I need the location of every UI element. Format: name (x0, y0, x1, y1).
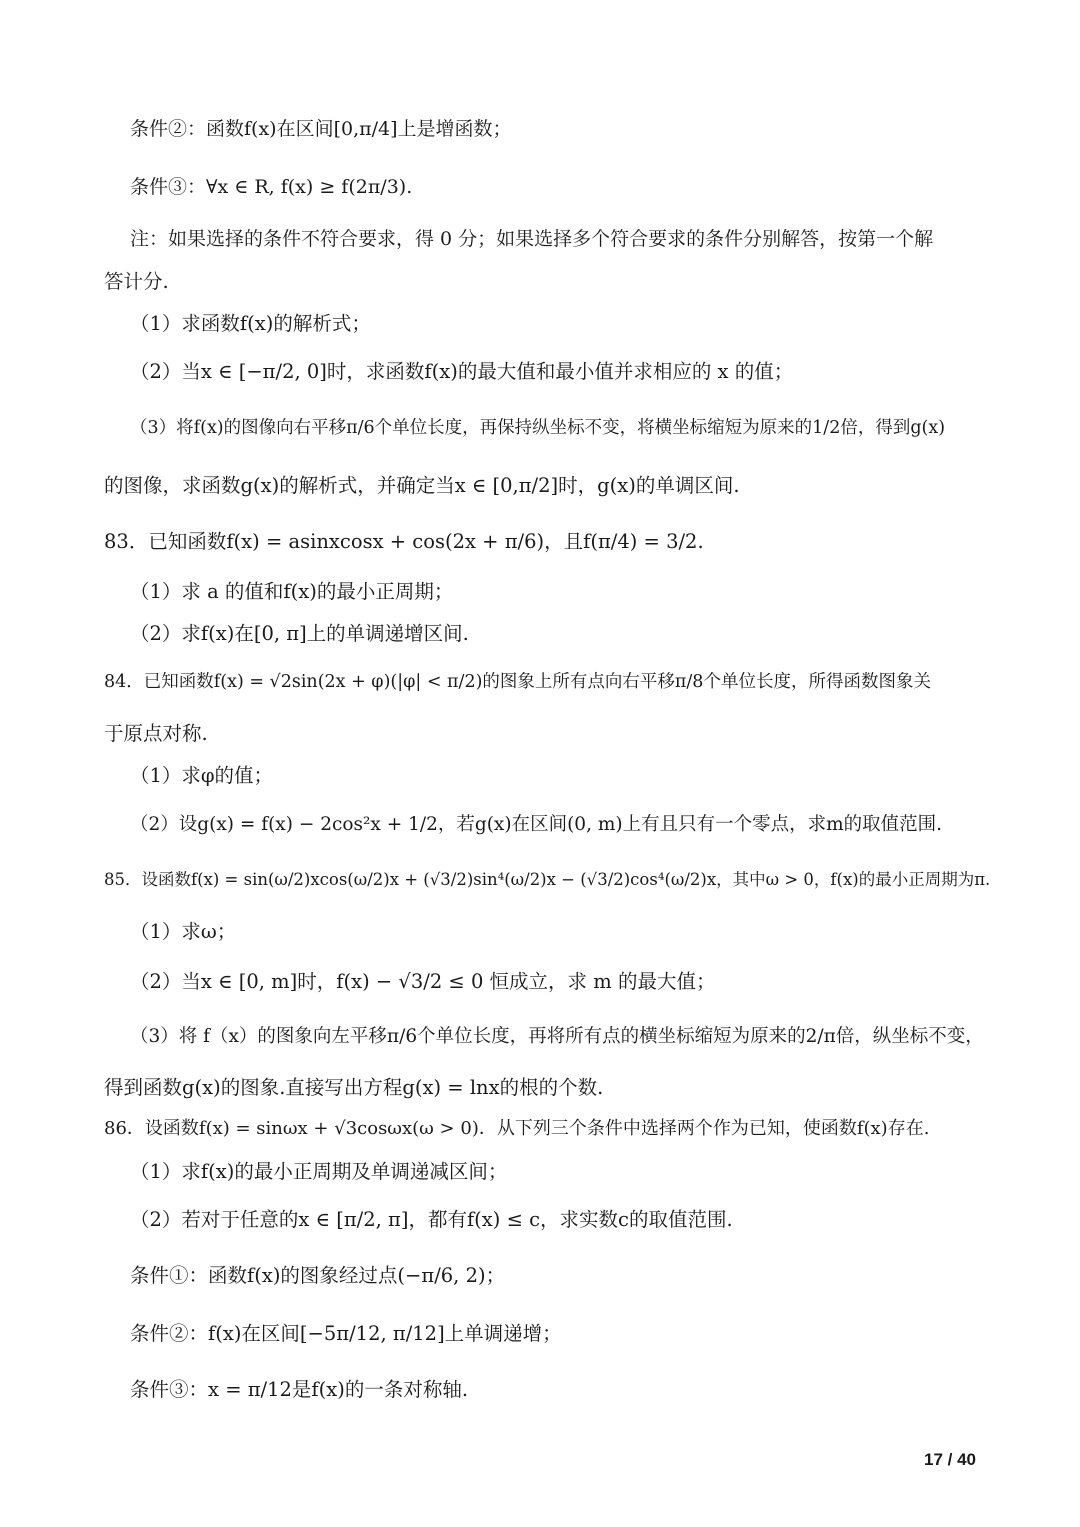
text-line: （1）求ω； (130, 920, 237, 943)
text-line: （1）求 a 的值和f(x)的最小正周期； (130, 580, 454, 603)
text-line: （2）若对于任意的x ∈ [π/2, π]，都有f(x) ≤ c，求实数c的取值范围. (130, 1208, 733, 1231)
text-line: 得到函数g(x)的图象.直接写出方程g(x) = lnx的根的个数. (104, 1076, 604, 1099)
text-line: 条件②：函数f(x)在区间[0,π/4]上是增函数； (130, 118, 512, 140)
text-line: （1）求函数f(x)的解析式； (130, 312, 371, 335)
text-line: 条件③：∀x ∈ R, f(x) ≥ f(2π/3). (130, 176, 413, 198)
page-number: 17 / 40 (924, 1450, 976, 1469)
text-line: 条件①：函数f(x)的图象经过点(−π/6, 2)； (130, 1264, 506, 1287)
text-line: 83．已知函数f(x) = asinxcosx + cos(2x + π/6)，且f(π/4) = 3/2. (104, 530, 704, 553)
text-line: （2）当x ∈ [0, m]时，f(x) − √3/2 ≤ 0 恒成立，求 m 的最大值； (130, 970, 716, 993)
text-line: （3）将f(x)的图像向右平移π/6个单位长度，再保持纵坐标不变，将横坐标缩短为原来的1/2倍，得到g(x) (130, 418, 946, 438)
text-line: （2）设g(x) = f(x) − 2cos²x + 1/2，若g(x)在区间(0, m)上有且只有一个零点，求m的取值范围. (130, 814, 943, 835)
text-line: 84．已知函数f(x) = √2sin(2x + φ)(|φ| < π/2)的图象上所有点向右平移π/8个单位长度，所得函数图象关 (104, 672, 931, 692)
text-line: 于原点对称. (104, 722, 208, 745)
text-line: 注：如果选择的条件不符合要求，得 0 分；如果选择多个符合要求的条件分别解答，按第一个解 (130, 228, 934, 250)
text-line: （3）将 f（x）的图象向左平移π/6个单位长度，再将所有点的横坐标缩短为原来的2/π倍，纵坐标不变， (130, 1026, 984, 1047)
text-line: 条件③：x = π/12是f(x)的一条对称轴. (130, 1378, 469, 1401)
text-line: 条件②：f(x)在区间[−5π/12, π/12]上单调递增； (130, 1322, 562, 1345)
text-line: （1）求f(x)的最小正周期及单调递减区间； (130, 1160, 508, 1183)
text-line: （2）当x ∈ [−π/2, 0]时，求函数f(x)的最大值和最小值并求相应的 x 的值； (130, 360, 794, 383)
text-line: （2）求f(x)在[0, π]上的单调递增区间. (130, 622, 469, 645)
text-line: 86．设函数f(x) = sinωx + √3cosωx(ω > 0)．从下列三个条件中选择两个作为已知，使函数f(x)存在. (104, 1118, 930, 1139)
text-line: （1）求φ的值； (130, 764, 274, 787)
text-line: 85．设函数f(x) = sin(ω/2)xcos(ω/2)x + (√3/2)sin⁴(ω/2)x − (√3/2)cos⁴(ω/2)x，其中ω > 0，f(x)的最小正周期为π. (104, 870, 991, 889)
text-line: 答计分. (104, 270, 169, 293)
text-line: 的图像，求函数g(x)的解析式，并确定当x ∈ [0,π/2]时，g(x)的单调区间. (104, 474, 740, 497)
